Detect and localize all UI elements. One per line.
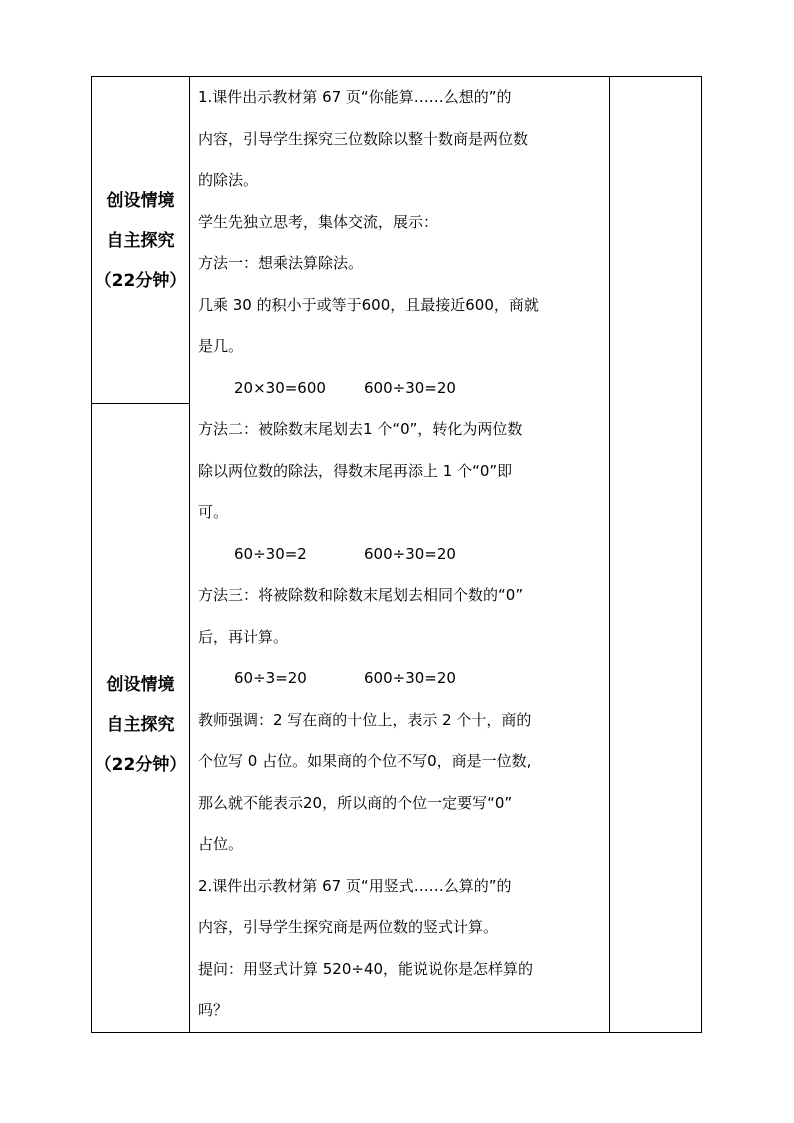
stage-title: 创设情境 bbox=[106, 675, 175, 695]
text-line: 几乘 30 的积小于或等于600，且最接近600，商就 bbox=[198, 295, 539, 314]
calculation: 600÷30=20 bbox=[364, 669, 456, 687]
text-line: 的除法。 bbox=[198, 171, 259, 189]
stage-subtitle: 自主探究 bbox=[106, 715, 175, 735]
calculation: 600÷30=20 bbox=[364, 544, 456, 563]
calculation-line bbox=[198, 534, 610, 576]
calculation-line bbox=[198, 658, 610, 700]
text-line: 那么就不能表示20，所以商的个位一定要写“0” bbox=[198, 793, 513, 812]
text-line: 后，再计算。 bbox=[198, 627, 289, 646]
stage-subtitle: 自主探究 bbox=[106, 231, 175, 251]
calculation: 60÷3=20 bbox=[234, 669, 307, 687]
text-line: 内容，引导学生探究三位数除以整十数商是两位数 bbox=[198, 129, 529, 148]
calculation: 60÷30=2 bbox=[234, 544, 307, 563]
calculation: 600÷30=20 bbox=[364, 378, 456, 397]
text-line: 是几。 bbox=[198, 337, 244, 355]
text-line: 内容，引导学生探究商是两位数的竖式计算。 bbox=[198, 918, 499, 936]
text-line: 方法二：被除数末尾划去1 个“0”，转化为两位数 bbox=[198, 420, 523, 438]
text-line: 占位。 bbox=[198, 835, 244, 853]
row-divider bbox=[92, 403, 190, 404]
text-line: 方法三：将被除数和除数末尾划去相同个数的“0” bbox=[198, 586, 524, 604]
text-line: 1.课件出示教材第 67 页“你能算……么想的”的 bbox=[198, 88, 512, 106]
text-line: 方法一：想乘法算除法。 bbox=[198, 254, 364, 272]
lesson-table bbox=[91, 76, 702, 1033]
stage-title: 创设情境 bbox=[106, 191, 175, 211]
calculation: 20×30=600 bbox=[234, 378, 326, 397]
text-line: 吗？ bbox=[198, 1001, 229, 1019]
calculation-line bbox=[198, 368, 610, 410]
text-line: 个位写 0 占位。如果商的个位不写0，商是一位数, bbox=[198, 752, 532, 770]
stage-duration: （22分钟） bbox=[94, 271, 187, 291]
text-line: 2.课件出示教材第 67 页“用竖式……么算的”的 bbox=[198, 876, 512, 895]
stage-duration: （22分钟） bbox=[94, 755, 187, 775]
text-line: 教师强调：2 写在商的十位上，表示 2 个十，商的 bbox=[198, 710, 532, 729]
column-divider bbox=[189, 77, 190, 1032]
text-line: 除以两位数的除法，得数末尾再添上 1 个“0”即 bbox=[198, 461, 513, 480]
stage-cell-1 bbox=[92, 181, 189, 301]
text-line: 可。 bbox=[198, 503, 229, 521]
text-line: 学生先独立思考，集体交流，展示： bbox=[198, 212, 439, 231]
stage-cell-2 bbox=[92, 665, 189, 785]
activity-content bbox=[198, 77, 610, 1032]
text-line: 提问：用竖式计算 520÷40，能说说你是怎样算的 bbox=[198, 959, 534, 978]
